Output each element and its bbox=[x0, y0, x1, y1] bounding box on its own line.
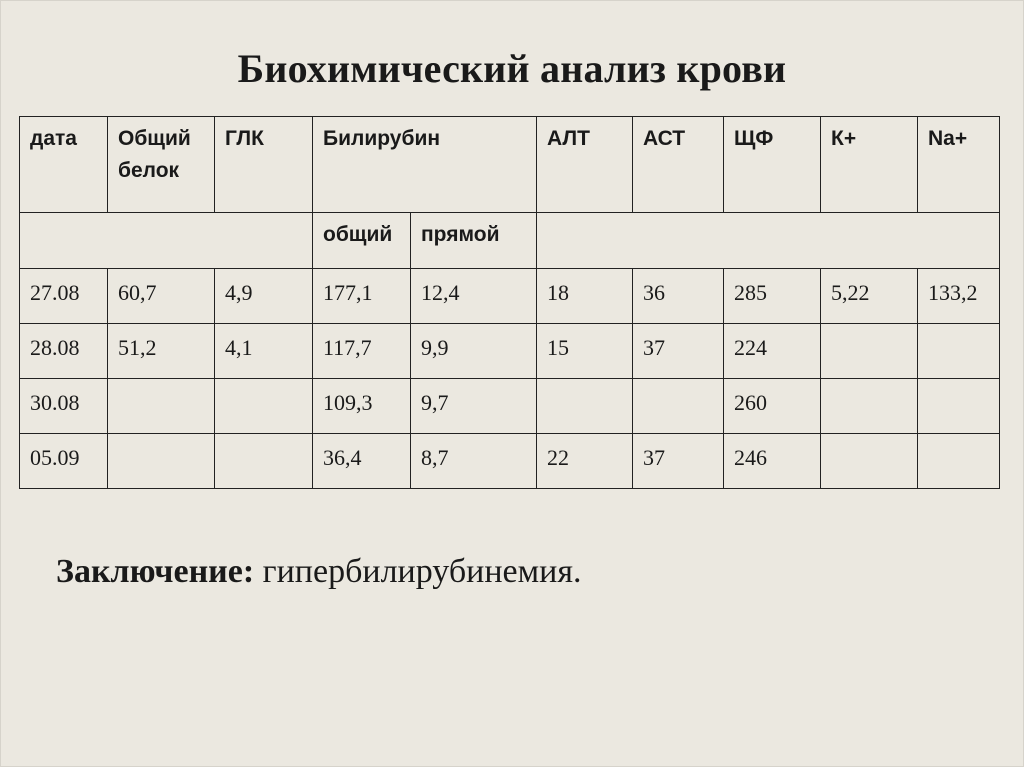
subheader-empty-left bbox=[20, 213, 313, 269]
conclusion bbox=[56, 553, 581, 591]
cell-ast bbox=[633, 379, 724, 434]
cell-ast: 37 bbox=[633, 434, 724, 489]
header-alt: АЛТ bbox=[537, 117, 633, 213]
cell-bilirubin-total: 117,7 bbox=[313, 324, 411, 379]
cell-bilirubin-direct: 8,7 bbox=[411, 434, 537, 489]
cell-alt: 22 bbox=[537, 434, 633, 489]
cell-alt: 15 bbox=[537, 324, 633, 379]
cell-protein: 60,7 bbox=[108, 269, 215, 324]
cell-alt: 18 bbox=[537, 269, 633, 324]
cell-bilirubin-direct: 9,7 bbox=[411, 379, 537, 434]
table-row bbox=[20, 324, 1000, 379]
header-ast: АСТ bbox=[633, 117, 724, 213]
table-row bbox=[20, 434, 1000, 489]
cell-bilirubin-direct: 9,9 bbox=[411, 324, 537, 379]
conclusion-label: Заключение: bbox=[56, 553, 255, 590]
cell-ast: 37 bbox=[633, 324, 724, 379]
cell-date: 05.09 bbox=[20, 434, 108, 489]
cell-na: 133,2 bbox=[918, 269, 1000, 324]
cell-bilirubin-total: 36,4 bbox=[313, 434, 411, 489]
header-na: Na+ bbox=[918, 117, 1000, 213]
subheader-bilirubin-total: общий bbox=[313, 213, 411, 269]
header-glk: ГЛК bbox=[215, 117, 313, 213]
conclusion-text: гипербилирубинемия. bbox=[254, 553, 582, 590]
subheader-row bbox=[20, 213, 1000, 269]
table-row bbox=[20, 379, 1000, 434]
cell-bilirubin-direct: 12,4 bbox=[411, 269, 537, 324]
header-k: К+ bbox=[821, 117, 918, 213]
cell-na bbox=[918, 434, 1000, 489]
cell-bilirubin-total: 177,1 bbox=[313, 269, 411, 324]
cell-glk bbox=[215, 379, 313, 434]
cell-k bbox=[821, 379, 918, 434]
header-protein-line2: белок bbox=[118, 159, 180, 182]
header-shf: ЩФ bbox=[724, 117, 821, 213]
header-date: дата bbox=[20, 117, 108, 213]
subheader-bilirubin-direct: прямой bbox=[411, 213, 537, 269]
cell-protein bbox=[108, 434, 215, 489]
cell-k bbox=[821, 324, 918, 379]
cell-glk: 4,9 bbox=[215, 269, 313, 324]
cell-alt bbox=[537, 379, 633, 434]
subheader-empty-right bbox=[537, 213, 1000, 269]
cell-date: 30.08 bbox=[20, 379, 108, 434]
header-row bbox=[20, 117, 1000, 213]
cell-k bbox=[821, 434, 918, 489]
cell-date: 27.08 bbox=[20, 269, 108, 324]
cell-na bbox=[918, 379, 1000, 434]
cell-shf: 285 bbox=[724, 269, 821, 324]
cell-protein bbox=[108, 379, 215, 434]
cell-shf: 260 bbox=[724, 379, 821, 434]
cell-protein: 51,2 bbox=[108, 324, 215, 379]
cell-glk: 4,1 bbox=[215, 324, 313, 379]
cell-k: 5,22 bbox=[821, 269, 918, 324]
header-protein-line1: Общий bbox=[118, 127, 191, 150]
cell-bilirubin-total: 109,3 bbox=[313, 379, 411, 434]
cell-date: 28.08 bbox=[20, 324, 108, 379]
header-bilirubin: Билирубин bbox=[313, 117, 537, 213]
cell-shf: 224 bbox=[724, 324, 821, 379]
header-total-protein bbox=[108, 117, 215, 213]
blood-chemistry-table bbox=[19, 116, 1000, 489]
cell-glk bbox=[215, 434, 313, 489]
cell-ast: 36 bbox=[633, 269, 724, 324]
table-row bbox=[20, 269, 1000, 324]
cell-na bbox=[918, 324, 1000, 379]
slide-title: Биохимический анализ крови bbox=[237, 46, 787, 91]
cell-shf: 246 bbox=[724, 434, 821, 489]
